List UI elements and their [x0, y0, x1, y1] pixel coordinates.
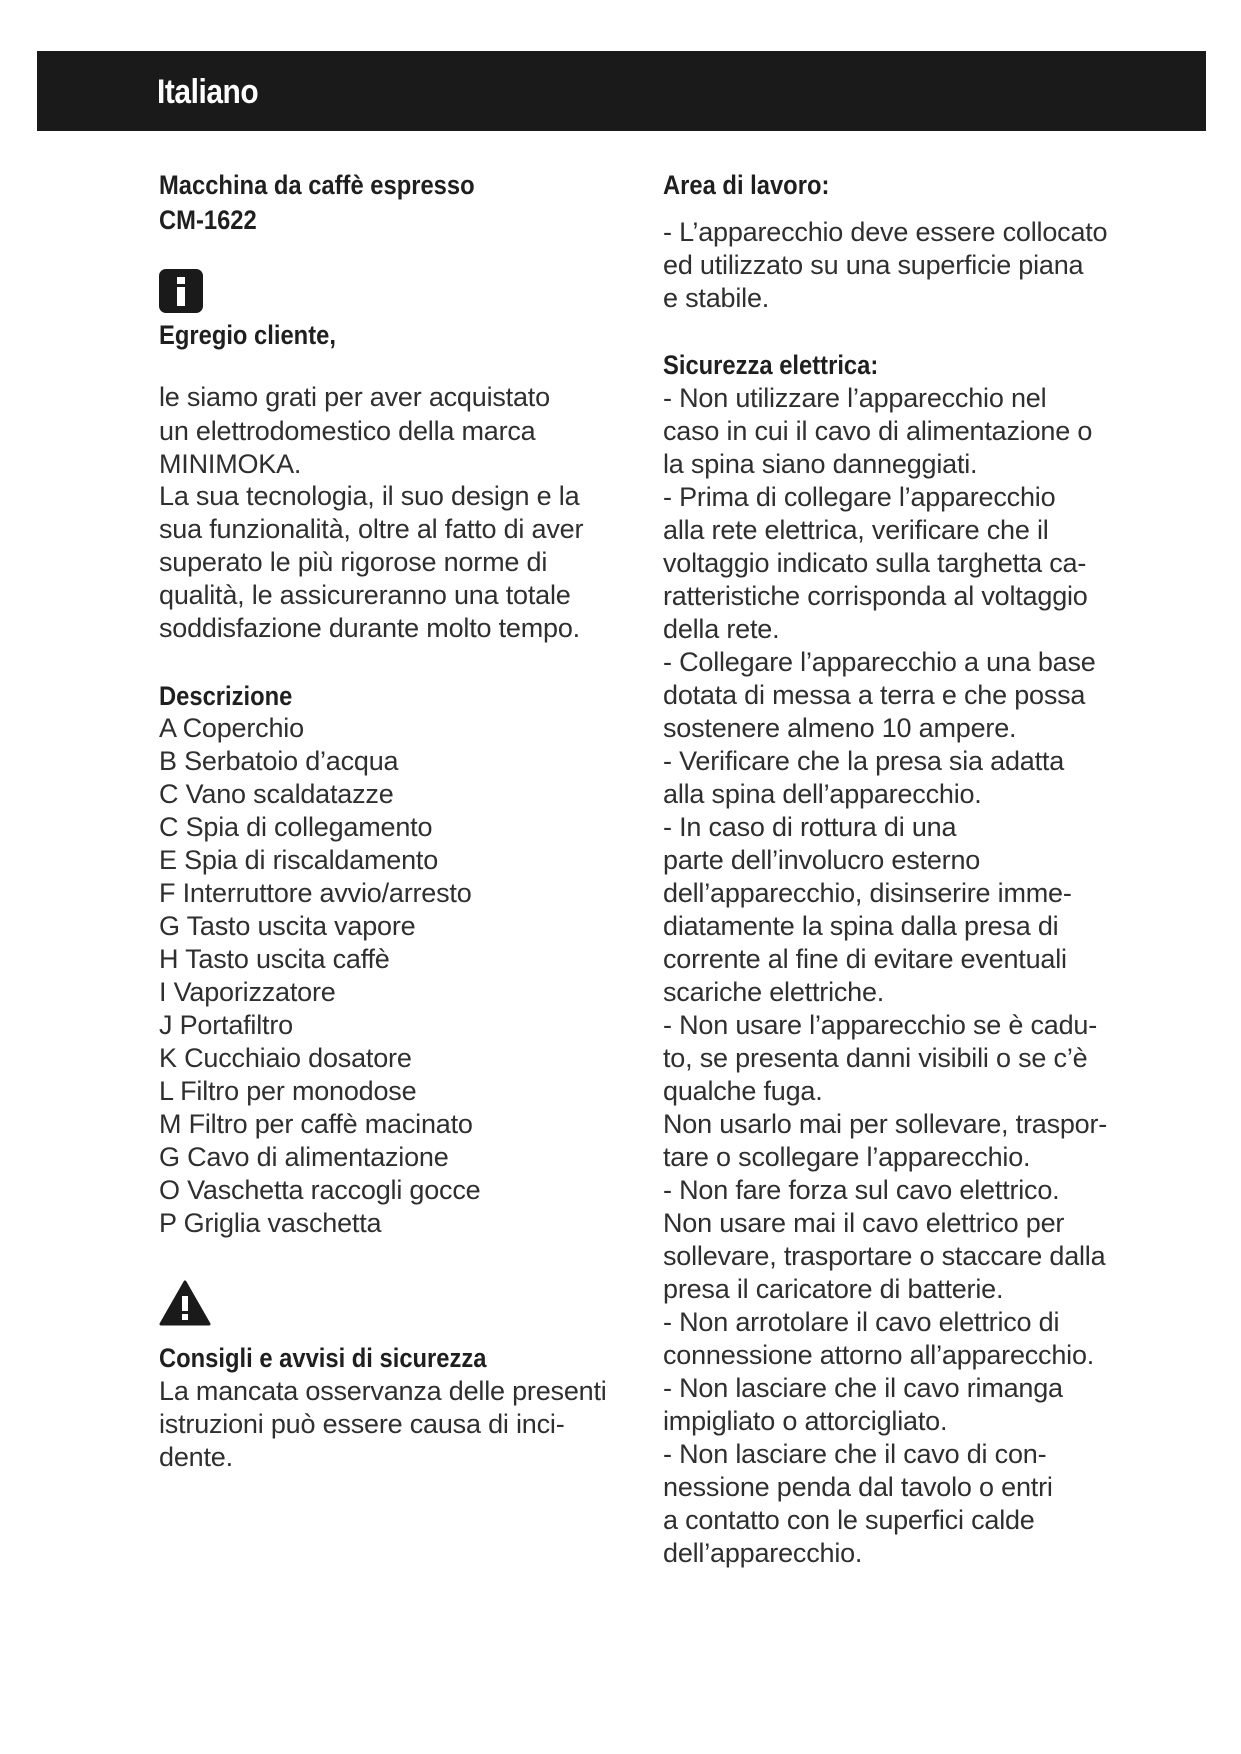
electrical-line: alla spina dell’apparecchio.	[663, 779, 982, 809]
description-heading: Descrizione	[159, 681, 293, 711]
electrical-line: - In caso di rottura di una	[663, 812, 957, 842]
language-title: Italiano	[157, 73, 259, 111]
electrical-line: - Non fare forza sul cavo elettrico.	[663, 1175, 1060, 1205]
safety-line: La mancata osservanza delle presenti	[159, 1376, 607, 1406]
intro-line: qualità, le assicureranno una totale	[159, 580, 571, 610]
description-item: C Spia di collegamento	[159, 812, 433, 842]
description-item: E Spia di riscaldamento	[159, 845, 439, 875]
intro-line: soddisfazione durante molto tempo.	[159, 613, 580, 643]
electrical-line: dell’apparecchio.	[663, 1538, 863, 1568]
description-item: B Serbatoio d’acqua	[159, 746, 399, 776]
safety-line: dente.	[159, 1442, 233, 1472]
warning-icon	[159, 1280, 211, 1326]
electrical-line: to, se presenta danni visibili o se c’è	[663, 1043, 1088, 1073]
electrical-line: - Prima di collegare l’apparecchio	[663, 482, 1056, 512]
electrical-line: - Collegare l’apparecchio a una base	[663, 647, 1096, 677]
electrical-line: - Non arrotolare il cavo elettrico di	[663, 1307, 1060, 1337]
description-item: A Coperchio	[159, 713, 304, 743]
description-item: O Vaschetta raccogli gocce	[159, 1175, 481, 1205]
description-item: J Portafiltro	[159, 1010, 293, 1040]
work-area-line: ed utilizzato su una superficie piana	[663, 250, 1084, 280]
electrical-line: caso in cui il cavo di alimentazione o	[663, 416, 1093, 446]
description-item: F Interruttore avvio/arresto	[159, 878, 472, 908]
electrical-line: tare o scollegare l’apparecchio.	[663, 1142, 1031, 1172]
greeting: Egregio cliente,	[159, 320, 336, 350]
safety-line: istruzioni può essere causa di inci-	[159, 1409, 565, 1439]
product-title-line2: CM-1622	[159, 205, 257, 235]
electrical-line: - Non usare l’apparecchio se è cadu-	[663, 1010, 1098, 1040]
electrical-line: - Non utilizzare l’apparecchio nel	[663, 383, 1047, 413]
electrical-line: sollevare, trasportare o staccare dalla	[663, 1241, 1106, 1271]
electrical-line: parte dell’involucro esterno	[663, 845, 981, 875]
electrical-line: della rete.	[663, 614, 780, 644]
electrical-line: alla rete elettrica, verificare che il	[663, 515, 1049, 545]
intro-line: sua funzionalità, oltre al fatto di aver	[159, 514, 584, 544]
work-area-heading: Area di lavoro:	[663, 170, 830, 200]
safety-heading: Consigli e avvisi di sicurezza	[159, 1343, 487, 1373]
intro-line: La sua tecnologia, il suo design e la	[159, 481, 580, 511]
language-header-bar	[37, 51, 1206, 131]
intro-line: MINIMOKA.	[159, 449, 302, 479]
electrical-line: ratteristiche corrisponda al voltaggio	[663, 581, 1088, 611]
electrical-line: presa il caricatore di batterie.	[663, 1274, 1004, 1304]
electrical-line: voltaggio indicato sulla targhetta ca-	[663, 548, 1087, 578]
electrical-line: Non usare mai il cavo elettrico per	[663, 1208, 1065, 1238]
electrical-line: dotata di messa a terra e che possa	[663, 680, 1086, 710]
description-item: G Tasto uscita vapore	[159, 911, 416, 941]
info-icon	[159, 269, 203, 313]
electrical-line: - Non lasciare che il cavo rimanga	[663, 1373, 1063, 1403]
description-item: C Vano scaldatazze	[159, 779, 394, 809]
electrical-line: connessione attorno all’apparecchio.	[663, 1340, 1095, 1370]
electrical-line: - Verificare che la presa sia adatta	[663, 746, 1065, 776]
description-item: H Tasto uscita caffè	[159, 944, 390, 974]
electrical-line: - Non lasciare che il cavo di con-	[663, 1439, 1047, 1469]
electrical-line: Non usarlo mai per sollevare, traspor-	[663, 1109, 1108, 1139]
electrical-line: corrente al fine di evitare eventuali	[663, 944, 1067, 974]
description-item: I Vaporizzatore	[159, 977, 336, 1007]
electrical-line: impigliato o attorcigliato.	[663, 1406, 948, 1436]
electrical-heading: Sicurezza elettrica:	[663, 350, 879, 380]
electrical-line: diatamente la spina dalla presa di	[663, 911, 1059, 941]
electrical-line: dell’apparecchio, disinserire imme-	[663, 878, 1072, 908]
electrical-line: nessione penda dal tavolo o entri	[663, 1472, 1053, 1502]
electrical-line: sostenere almeno 10 ampere.	[663, 713, 1017, 743]
description-item: P Griglia vaschetta	[159, 1208, 382, 1238]
work-area-line: - L’apparecchio deve essere collocato	[663, 217, 1108, 247]
intro-line: un elettrodomestico della marca	[159, 416, 536, 446]
product-title-line1: Macchina da caffè espresso	[159, 170, 475, 200]
electrical-line: la spina siano danneggiati.	[663, 449, 978, 479]
description-item: M Filtro per caffè macinato	[159, 1109, 473, 1139]
description-item: L Filtro per monodose	[159, 1076, 417, 1106]
electrical-line: scariche elettriche.	[663, 977, 885, 1007]
intro-line: superato le più rigorose norme di	[159, 547, 548, 577]
electrical-line: a contatto con le superfici calde	[663, 1505, 1035, 1535]
description-item: G Cavo di alimentazione	[159, 1142, 449, 1172]
work-area-line: e stabile.	[663, 283, 770, 313]
intro-line: le siamo grati per aver acquistato	[159, 382, 550, 412]
electrical-line: qualche fuga.	[663, 1076, 823, 1106]
description-item: K Cucchiaio dosatore	[159, 1043, 412, 1073]
